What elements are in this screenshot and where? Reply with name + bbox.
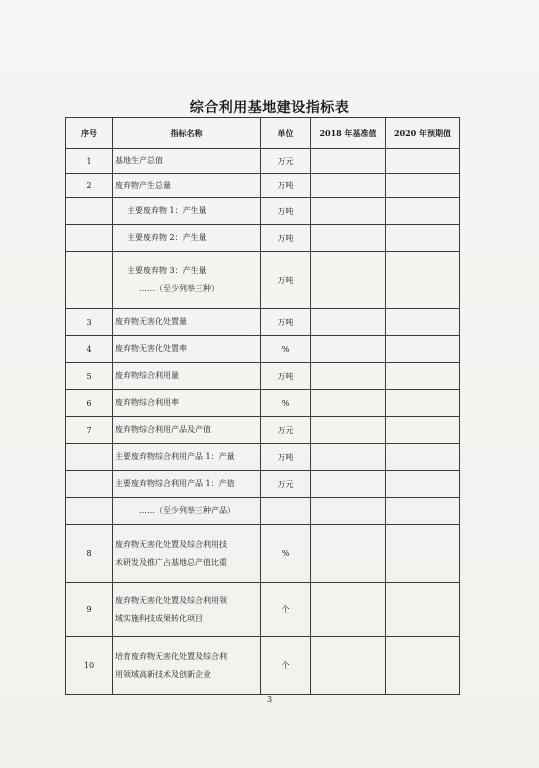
row-name-continued: 术研发及推广占基地总产值比重: [115, 557, 227, 567]
header-name: 指标名称: [113, 118, 261, 149]
row-baseline: [311, 225, 386, 252]
header-unit: 单位: [261, 118, 311, 149]
row-no: [66, 444, 113, 471]
row-target: [386, 198, 460, 225]
row-unit: 万吨: [261, 174, 311, 198]
row-name-cell: [113, 637, 261, 695]
row-name: 废弃物产生总量: [113, 174, 261, 198]
row-unit: 万元: [261, 471, 311, 498]
header-baseline-2018: 2018 年基准值: [311, 118, 386, 149]
row-name: 主要废弃物 2：产生量: [113, 225, 261, 252]
row-baseline: [311, 525, 386, 583]
row-no: 8: [66, 525, 113, 583]
row-name: 培育废弃物无害化处置及综合利: [115, 651, 227, 661]
row-no: 10: [66, 637, 113, 695]
table-row: [66, 336, 460, 363]
table-row: [66, 498, 460, 525]
row-unit: 万吨: [261, 198, 311, 225]
row-unit: 万吨: [261, 444, 311, 471]
row-baseline: [311, 363, 386, 390]
row-baseline: [311, 174, 386, 198]
row-name-continued: 用领域高新技术及创新企业: [115, 669, 211, 679]
row-baseline: [311, 417, 386, 444]
row-target: [386, 637, 460, 695]
row-name: 主要废弃物综合利用产品 1：产量: [113, 444, 261, 471]
row-name: 废弃物综合利用率: [113, 390, 261, 417]
table-row: [66, 252, 460, 309]
row-unit: 个: [261, 583, 311, 637]
row-no: 9: [66, 583, 113, 637]
row-target: [386, 309, 460, 336]
row-target: [386, 363, 460, 390]
row-name: 废弃物无害化处置量: [113, 309, 261, 336]
table-row: [66, 149, 460, 174]
row-baseline: [311, 583, 386, 637]
row-unit: %: [261, 336, 311, 363]
page-number: 3: [266, 695, 273, 704]
table-row: [66, 390, 460, 417]
row-no: 7: [66, 417, 113, 444]
row-name: 主要废弃物 1：产生量: [113, 198, 261, 225]
row-baseline: [311, 471, 386, 498]
header-no: 序号: [66, 118, 113, 149]
row-name-continued: ……（至少列举三种）: [139, 284, 219, 293]
table-row: [66, 363, 460, 390]
row-baseline: [311, 498, 386, 525]
row-name-cell: [113, 525, 261, 583]
table-row: [66, 225, 460, 252]
row-unit: 万元: [261, 149, 311, 174]
row-name: 主要废弃物 3：产生量: [127, 266, 207, 275]
row-no: 6: [66, 390, 113, 417]
row-name: 废弃物无害化处置及综合利用技: [115, 539, 227, 549]
row-baseline: [311, 149, 386, 174]
table-row: [66, 583, 460, 637]
row-unit: %: [261, 390, 311, 417]
row-name: 基地生产总值: [113, 149, 261, 174]
row-no: 2: [66, 174, 113, 198]
row-baseline: [311, 309, 386, 336]
row-no: [66, 252, 113, 309]
row-target: [386, 583, 460, 637]
row-target: [386, 174, 460, 198]
row-no: [66, 198, 113, 225]
row-name: 废弃物综合利用量: [113, 363, 261, 390]
row-no: [66, 225, 113, 252]
table-row: [66, 444, 460, 471]
row-baseline: [311, 198, 386, 225]
table-row: [66, 198, 460, 225]
row-unit: 万元: [261, 417, 311, 444]
row-unit: 万吨: [261, 225, 311, 252]
row-baseline: [311, 252, 386, 309]
row-target: [386, 252, 460, 309]
row-target: [386, 336, 460, 363]
row-unit: 万吨: [261, 309, 311, 336]
row-name: 主要废弃物综合利用产品 1：产值: [113, 471, 261, 498]
row-target: [386, 498, 460, 525]
row-name: 废弃物无害化处置及综合利用领: [115, 595, 227, 605]
row-unit: 万吨: [261, 363, 311, 390]
row-name-cell: [113, 583, 261, 637]
row-baseline: [311, 637, 386, 695]
row-unit: 万吨: [261, 252, 311, 309]
row-target: [386, 225, 460, 252]
row-target: [386, 471, 460, 498]
row-unit: [261, 498, 311, 525]
header-target-2020: 2020 年预期值: [386, 118, 460, 149]
table-row: [66, 525, 460, 583]
table-row: [66, 417, 460, 444]
row-name-cell: [113, 252, 261, 309]
indicator-table: [65, 117, 460, 695]
row-name: 废弃物综合利用产品及产值: [113, 417, 261, 444]
table-row: [66, 174, 460, 198]
table-row: [66, 309, 460, 336]
row-no: 5: [66, 363, 113, 390]
row-unit: %: [261, 525, 311, 583]
row-unit: 个: [261, 637, 311, 695]
row-name-continued: 域实施科技成果转化项目: [115, 613, 203, 623]
row-no: [66, 498, 113, 525]
row-name: ……（至少列举三种产品）: [113, 498, 261, 525]
row-baseline: [311, 390, 386, 417]
row-baseline: [311, 444, 386, 471]
row-target: [386, 417, 460, 444]
row-target: [386, 525, 460, 583]
row-target: [386, 444, 460, 471]
row-target: [386, 149, 460, 174]
table-row: [66, 471, 460, 498]
row-no: 3: [66, 309, 113, 336]
row-no: [66, 471, 113, 498]
row-no: 1: [66, 149, 113, 174]
table-header-row: [66, 118, 460, 149]
row-no: 4: [66, 336, 113, 363]
row-baseline: [311, 336, 386, 363]
table-row: [66, 637, 460, 695]
table-title: 综合利用基地建设指标表: [189, 100, 350, 116]
row-name: 废弃物无害化处置率: [113, 336, 261, 363]
row-target: [386, 390, 460, 417]
